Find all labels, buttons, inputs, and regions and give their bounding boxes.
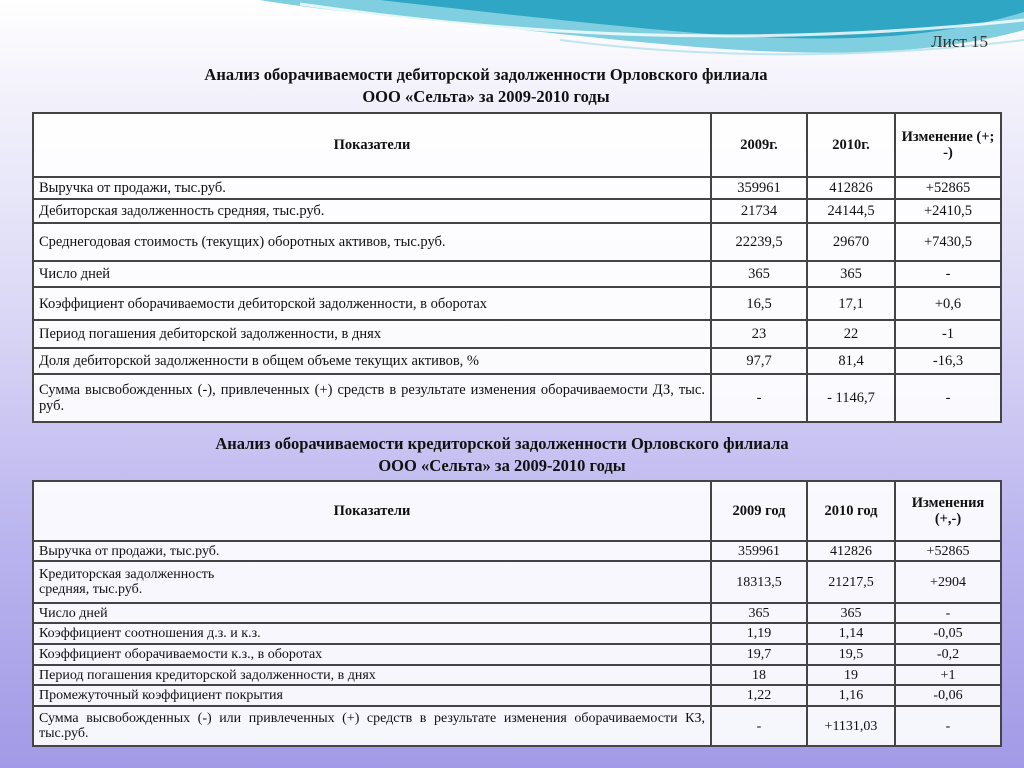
row-label: Число дней [33, 603, 711, 623]
row-label: Период погашения кредиторской задолженности, в днях [33, 665, 711, 685]
row-label: Доля дебиторской задолженности в общем объеме текущих активов, % [33, 348, 711, 374]
table-row [33, 623, 1001, 644]
value-2010: 365 [807, 603, 895, 623]
value-2010: 1,14 [807, 623, 895, 644]
header-change: Изменение (+; -) [895, 113, 1001, 177]
value-change: +2410,5 [895, 199, 1001, 223]
row-label: Дебиторская задолженность средняя, тыс.руб. [33, 199, 711, 223]
payables-table [32, 480, 1002, 747]
table-header-row [33, 481, 1001, 541]
row-label: Кредиторская задолженность средняя, тыс.руб. [33, 561, 711, 603]
value-2010: - 1146,7 [807, 374, 895, 422]
header-2010: 2010 год [807, 481, 895, 541]
value-2010: 24144,5 [807, 199, 895, 223]
value-change: +7430,5 [895, 223, 1001, 261]
row-label: Промежуточный коэффициент покрытия [33, 685, 711, 706]
header-indicator: Показатели [33, 113, 711, 177]
header-change: Изменения (+,-) [895, 481, 1001, 541]
header-2009: 2009г. [711, 113, 807, 177]
value-change: +52865 [895, 541, 1001, 561]
row-label: Выручка от продажи, тыс.руб. [33, 177, 711, 199]
header-2009: 2009 год [711, 481, 807, 541]
value-change: -16,3 [895, 348, 1001, 374]
table-row [33, 561, 1001, 603]
value-2009: 19,7 [711, 644, 807, 665]
value-2009: 16,5 [711, 287, 807, 320]
value-2009: - [711, 706, 807, 746]
table-row [33, 261, 1001, 287]
value-2010: 81,4 [807, 348, 895, 374]
value-change: - [895, 261, 1001, 287]
value-2009: 23 [711, 320, 807, 348]
value-2010: 412826 [807, 177, 895, 199]
row-label: Сумма высвобожденных (-) или привлеченных (+) средств в результате изменения оборачиваемости КЗ, тыс.руб. [33, 706, 711, 746]
value-2010: 412826 [807, 541, 895, 561]
table-row [33, 177, 1001, 199]
value-change: -0,05 [895, 623, 1001, 644]
row-label: Коэффициент соотношения д.з. и к.з. [33, 623, 711, 644]
table-row [33, 644, 1001, 665]
row-label: Среднегодовая стоимость (текущих) оборотных активов, тыс.руб. [33, 223, 711, 261]
value-2009: 365 [711, 261, 807, 287]
table-row [33, 603, 1001, 623]
payables-title: Анализ оборачиваемости кредиторской задолженности Орловского филиала ООО «Сельта» за 2009-2010 годы [215, 434, 789, 475]
value-2010: 19,5 [807, 644, 895, 665]
row-label: Сумма высвобожденных (-), привлеченных (+) средств в результате изменения оборачиваемости ДЗ, тыс. руб. [33, 374, 711, 422]
table-row [33, 223, 1001, 261]
row-label: Период погашения дебиторской задолженности, в днях [33, 320, 711, 348]
receivables-title: Анализ оборачиваемости дебиторской задолженности Орловского филиала ООО «Сельта» за 2009-2010 годы [204, 65, 768, 106]
value-2010: 1,16 [807, 685, 895, 706]
table-row [33, 287, 1001, 320]
value-change: +0,6 [895, 287, 1001, 320]
value-2009: 18313,5 [711, 561, 807, 603]
value-change: - [895, 603, 1001, 623]
value-2010: 365 [807, 261, 895, 287]
header-2010: 2010г. [807, 113, 895, 177]
table-row [33, 374, 1001, 422]
value-2009: 1,19 [711, 623, 807, 644]
receivables-table [32, 112, 1002, 423]
row-label: Выручка от продажи, тыс.руб. [33, 541, 711, 561]
value-2010: 22 [807, 320, 895, 348]
row-label: Коэффициент оборачиваемости дебиторской задолженности, в оборотах [33, 287, 711, 320]
value-2010: +1131,03 [807, 706, 895, 746]
value-2009: 18 [711, 665, 807, 685]
value-2009: 22239,5 [711, 223, 807, 261]
value-change: +52865 [895, 177, 1001, 199]
value-change: +1 [895, 665, 1001, 685]
value-2009: 21734 [711, 199, 807, 223]
value-change: - [895, 374, 1001, 422]
value-change: -0,2 [895, 644, 1001, 665]
table-row [33, 348, 1001, 374]
value-2010: 19 [807, 665, 895, 685]
value-2010: 29670 [807, 223, 895, 261]
sheet-number: Лист 15 [931, 32, 988, 51]
header-indicator: Показатели [33, 481, 711, 541]
value-change: -1 [895, 320, 1001, 348]
value-change: +2904 [895, 561, 1001, 603]
row-label: Число дней [33, 261, 711, 287]
table-row [33, 541, 1001, 561]
value-2010: 17,1 [807, 287, 895, 320]
value-change: - [895, 706, 1001, 746]
table-header-row [33, 113, 1001, 177]
row-label: Коэффициент оборачиваемости к.з., в оборотах [33, 644, 711, 665]
value-2009: 97,7 [711, 348, 807, 374]
table-row [33, 665, 1001, 685]
table-row [33, 685, 1001, 706]
table-row [33, 706, 1001, 746]
value-change: -0,06 [895, 685, 1001, 706]
value-2009: 365 [711, 603, 807, 623]
table-row [33, 320, 1001, 348]
table-row [33, 199, 1001, 223]
value-2010: 21217,5 [807, 561, 895, 603]
value-2009: 359961 [711, 541, 807, 561]
value-2009: 1,22 [711, 685, 807, 706]
value-2009: 359961 [711, 177, 807, 199]
value-2009: - [711, 374, 807, 422]
